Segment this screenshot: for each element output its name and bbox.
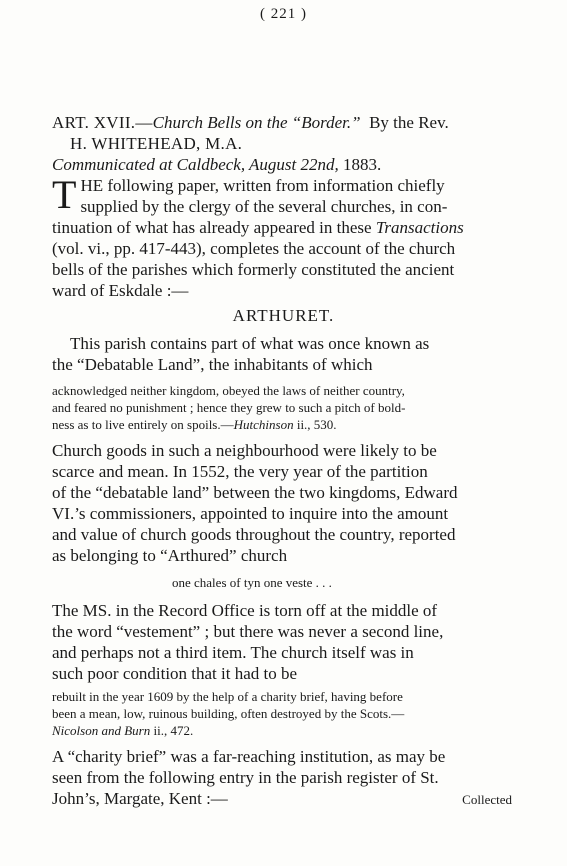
article-title: Church Bells on the “Border.” [152, 113, 361, 132]
quote-line: and feared no punishment ; hence they grew to such a pitch of bold- [52, 400, 406, 415]
intro-paragraph [52, 172, 512, 301]
quote-1 [52, 382, 512, 433]
paragraph-3 [52, 600, 512, 684]
paragraph-4 [52, 746, 512, 809]
text-line: and value of church goods throughout the country, reported [52, 525, 456, 544]
text-line: The MS. in the Record Office is torn off at the middle of [52, 601, 438, 620]
page-number: ( 221 ) [260, 6, 307, 22]
intro-line: (vol. vi., pp. 417-443), completes the account of the church [52, 239, 456, 258]
intro-line: tinuation of what has already appeared in these Transactions [52, 218, 464, 237]
text-line: and perhaps not a third item. The church itself was in [52, 643, 414, 662]
communicated-line [52, 154, 512, 175]
text-line: of the “debatable land” between the two kingdoms, Edward [52, 483, 458, 502]
article-number: ART. XVII.— [52, 113, 153, 132]
quote-line: acknowledged neither kingdom, obeyed the laws of neither country, [52, 383, 405, 398]
paragraph-2 [52, 440, 512, 566]
article-author: H. WHITEHEAD, M.A. [70, 134, 243, 153]
quote-line: one chales of tyn one veste . . . [172, 575, 332, 590]
text-line: Church goods in such a neighbourhood were likely to be [52, 441, 437, 460]
text-line: as belonging to “Arthured” church [52, 546, 288, 565]
text-line: scarce and mean. In 1552, the very year of the partition [52, 462, 428, 481]
quote-line: ness as to live entirely on spoils.—Hutchinson ii., 530. [52, 417, 337, 432]
intro-line: HE following paper, written from information chiefly [80, 176, 445, 195]
text-line: the “Debatable Land”, the inhabitants of which [52, 355, 373, 374]
quote-line: been a mean, low, ruinous building, often destroyed by the Scots.— [52, 706, 405, 721]
citation: Hutchinson [233, 417, 294, 432]
quote-3 [52, 688, 512, 739]
communicated-text: Communicated at Caldbeck, August 22nd, [52, 155, 339, 174]
intro-line: bells of the parishes which formerly constituted the ancient [52, 260, 455, 279]
quote-line: rebuilt in the year 1609 by the help of a charity brief, having before [52, 689, 403, 704]
quote-2 [172, 574, 472, 591]
text-line: seen from the following entry in the parish register of St. [52, 768, 439, 787]
drop-cap: T [52, 172, 77, 217]
transactions-word: Transactions [375, 218, 464, 237]
quote-line: Nicolson and Burn ii., 472. [52, 723, 194, 738]
intro-line: supplied by the clergy of the several churches, in con- [80, 197, 448, 216]
text-line: This parish contains part of what was once known as [70, 334, 430, 353]
text-line: such poor condition that it had to be [52, 664, 298, 683]
intro-line: ward of Eskdale :— [52, 281, 189, 300]
article-byline-prefix: By the Rev. [369, 113, 449, 132]
section-heading: ARTHURET. [232, 306, 335, 325]
text-line: A “charity brief” was a far-reaching institution, as may be [52, 747, 446, 766]
text-line: VI.’s commissioners, appointed to inquire into the amount [52, 504, 449, 523]
citation: Nicolson and Burn [52, 723, 151, 738]
text-line: the word “vestement” ; but there was never a second line, [52, 622, 444, 641]
paragraph-1 [52, 333, 512, 375]
article-title-line [52, 112, 512, 133]
catchword: Collected [462, 792, 512, 807]
article-header [52, 112, 512, 175]
communicated-year: 1883. [343, 155, 382, 174]
text-line: John’s, Margate, Kent :— Collected [52, 789, 512, 808]
